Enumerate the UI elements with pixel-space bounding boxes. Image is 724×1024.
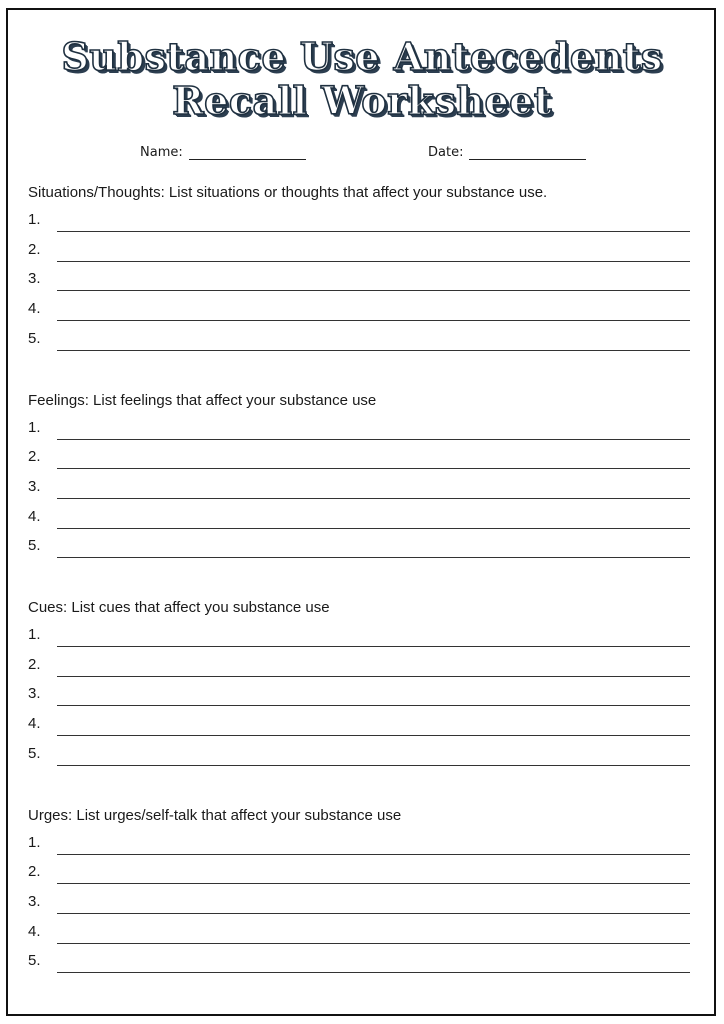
list-item[interactable]: [28, 949, 690, 973]
item-number: 3.: [28, 893, 41, 910]
answer-line[interactable]: [57, 290, 690, 291]
item-number: 1.: [28, 834, 41, 851]
answer-line[interactable]: [57, 735, 690, 736]
item-number: 5.: [28, 745, 41, 762]
list-item[interactable]: [28, 890, 690, 914]
item-number: 4.: [28, 300, 41, 317]
item-number: 4.: [28, 508, 41, 525]
worksheet-title-line-1: Substance Use Antecedents: [61, 34, 663, 79]
section-heading-cues: Cues: List cues that affect you substance use: [28, 599, 330, 616]
list-item[interactable]: [28, 267, 690, 291]
answer-line[interactable]: [57, 883, 690, 884]
list-item[interactable]: [28, 475, 690, 499]
list-item[interactable]: [28, 327, 690, 351]
item-number: 2.: [28, 448, 41, 465]
list-item[interactable]: [28, 742, 690, 766]
answer-line[interactable]: [57, 261, 690, 262]
item-number: 3.: [28, 685, 41, 702]
item-number: 3.: [28, 270, 41, 287]
answer-line[interactable]: [57, 498, 690, 499]
date-field[interactable]: [428, 144, 586, 160]
answer-line[interactable]: [57, 439, 690, 440]
list-item[interactable]: [28, 534, 690, 558]
list-item[interactable]: [28, 860, 690, 884]
section-heading-urges: Urges: List urges/self-talk that affect your substance use: [28, 807, 402, 824]
list-item[interactable]: [28, 297, 690, 321]
answer-line[interactable]: [57, 646, 690, 647]
list-item[interactable]: [28, 505, 690, 529]
name-blank-line[interactable]: [189, 144, 306, 160]
item-number: 4.: [28, 923, 41, 940]
item-number: 1.: [28, 419, 41, 436]
section-heading-feelings: Feelings: List feelings that affect your substance use: [28, 392, 377, 409]
list-item[interactable]: [28, 653, 690, 677]
list-item[interactable]: [28, 238, 690, 262]
answer-line[interactable]: [57, 972, 690, 973]
answer-line[interactable]: [57, 320, 690, 321]
item-number: 3.: [28, 478, 41, 495]
list-item[interactable]: [28, 623, 690, 647]
list-item[interactable]: [28, 920, 690, 944]
item-number: 5.: [28, 952, 41, 969]
list-item[interactable]: [28, 831, 690, 855]
answer-line[interactable]: [57, 350, 690, 351]
answer-line[interactable]: [57, 943, 690, 944]
name-field[interactable]: [140, 144, 306, 160]
item-number: 2.: [28, 241, 41, 258]
worksheet-title-line-2: Recall Worksheet: [172, 78, 552, 123]
name-label: Name:: [140, 145, 183, 160]
answer-line[interactable]: [57, 676, 690, 677]
answer-line[interactable]: [57, 765, 690, 766]
list-item[interactable]: [28, 712, 690, 736]
list-item[interactable]: [28, 682, 690, 706]
answer-line[interactable]: [57, 854, 690, 855]
answer-line[interactable]: [57, 468, 690, 469]
item-number: 1.: [28, 211, 41, 228]
item-number: 2.: [28, 863, 41, 880]
answer-line[interactable]: [57, 231, 690, 232]
item-number: 2.: [28, 656, 41, 673]
answer-line[interactable]: [57, 705, 690, 706]
list-item[interactable]: [28, 445, 690, 469]
answer-line[interactable]: [57, 528, 690, 529]
answer-line[interactable]: [57, 557, 690, 558]
list-item[interactable]: [28, 416, 690, 440]
item-number: 4.: [28, 715, 41, 732]
date-blank-line[interactable]: [469, 144, 586, 160]
item-number: 1.: [28, 626, 41, 643]
answer-line[interactable]: [57, 913, 690, 914]
section-heading-situations: Situations/Thoughts: List situations or thoughts that affect your substance use.: [28, 184, 548, 201]
list-item[interactable]: [28, 208, 690, 232]
item-number: 5.: [28, 330, 41, 347]
date-label: Date:: [428, 145, 464, 160]
item-number: 5.: [28, 537, 41, 554]
